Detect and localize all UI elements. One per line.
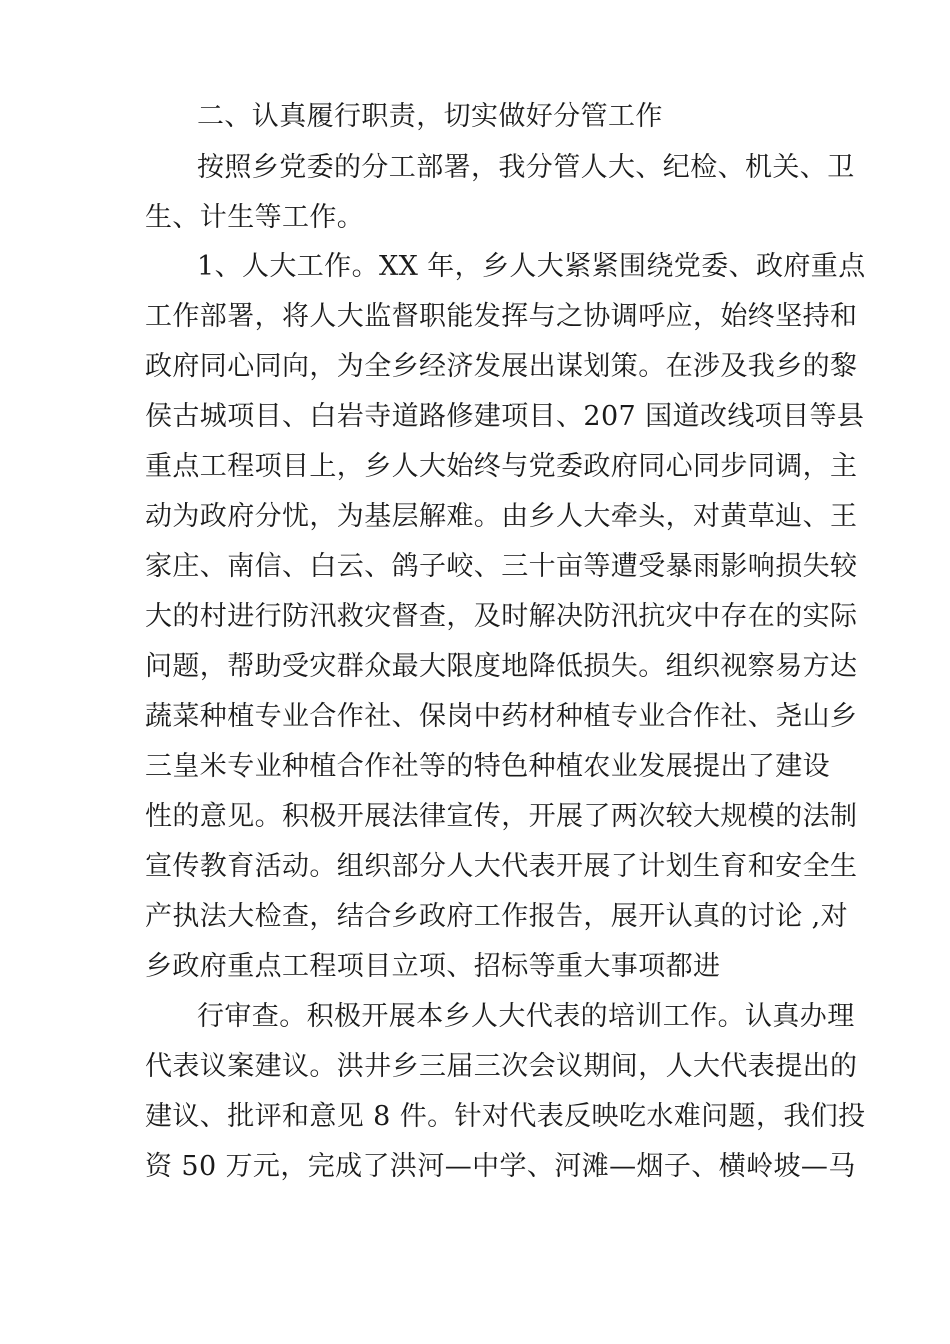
paragraph-line: 动为政府分忧，为基层解难。由乡人大牵头，对黄草辿、王: [145, 501, 858, 532]
paragraph-line: 代表议案建议。洪井乡三届三次会议期间，人大代表提出的: [145, 1051, 858, 1082]
paragraph-line: 重点工程项目上，乡人大始终与党委政府同心同步同调，主: [145, 451, 858, 482]
section-heading: 二、认真履行职责，切实做好分管工作: [197, 101, 663, 132]
paragraph-line: 性的意见。积极开展法律宣传，开展了两次较大规模的法制: [145, 801, 858, 832]
paragraph-line: 大的村进行防汛救灾督查，及时解决防汛抗灾中存在的实际: [145, 601, 858, 632]
paragraph-line: 生、计生等工作。: [145, 202, 365, 233]
paragraph-line: 政府同心同向，为全乡经济发展出谋划策。在涉及我乡的黎: [145, 351, 858, 382]
paragraph-line: 乡政府重点工程项目立项、招标等重大事项都进: [145, 951, 721, 982]
paragraph-line: 三皇米专业种植合作社等的特色种植农业发展提出了建设: [145, 751, 830, 782]
paragraph-line: 侯古城项目、白岩寺道路修建项目、207 国道改线项目等县: [145, 401, 865, 432]
paragraph-line: 问题，帮助受灾群众最大限度地降低损失。组织视察易方达: [145, 651, 858, 682]
paragraph-line: 建议、批评和意见 8 件。针对代表反映吃水难问题，我们投: [145, 1101, 866, 1132]
paragraph-line: 行审查。积极开展本乡人大代表的培训工作。认真办理: [197, 1001, 855, 1032]
paragraph-line: 蔬菜种植专业合作社、保岗中药材种植专业合作社、尧山乡: [145, 701, 858, 732]
paragraph-line: 家庄、南信、白云、鸽子峧、三十亩等遭受暴雨影响损失较: [145, 551, 858, 582]
paragraph-line: 工作部署，将人大监督职能发挥与之协调呼应，始终坚持和: [145, 301, 858, 332]
paragraph-line: 按照乡党委的分工部署，我分管人大、纪检、机关、卫: [197, 152, 855, 183]
paragraph-line: 产执法大检查，结合乡政府工作报告，展开认真的讨论 ,对: [145, 901, 848, 932]
paragraph-line: 资 50 万元，完成了洪河—中学、河滩—烟子、横岭坡—马: [145, 1151, 856, 1182]
paragraph-line: 宣传教育活动。组织部分人大代表开展了计划生育和安全生: [145, 851, 858, 882]
paragraph-line: 1、人大工作。XX 年，乡人大紧紧围绕党委、政府重点: [197, 251, 866, 282]
